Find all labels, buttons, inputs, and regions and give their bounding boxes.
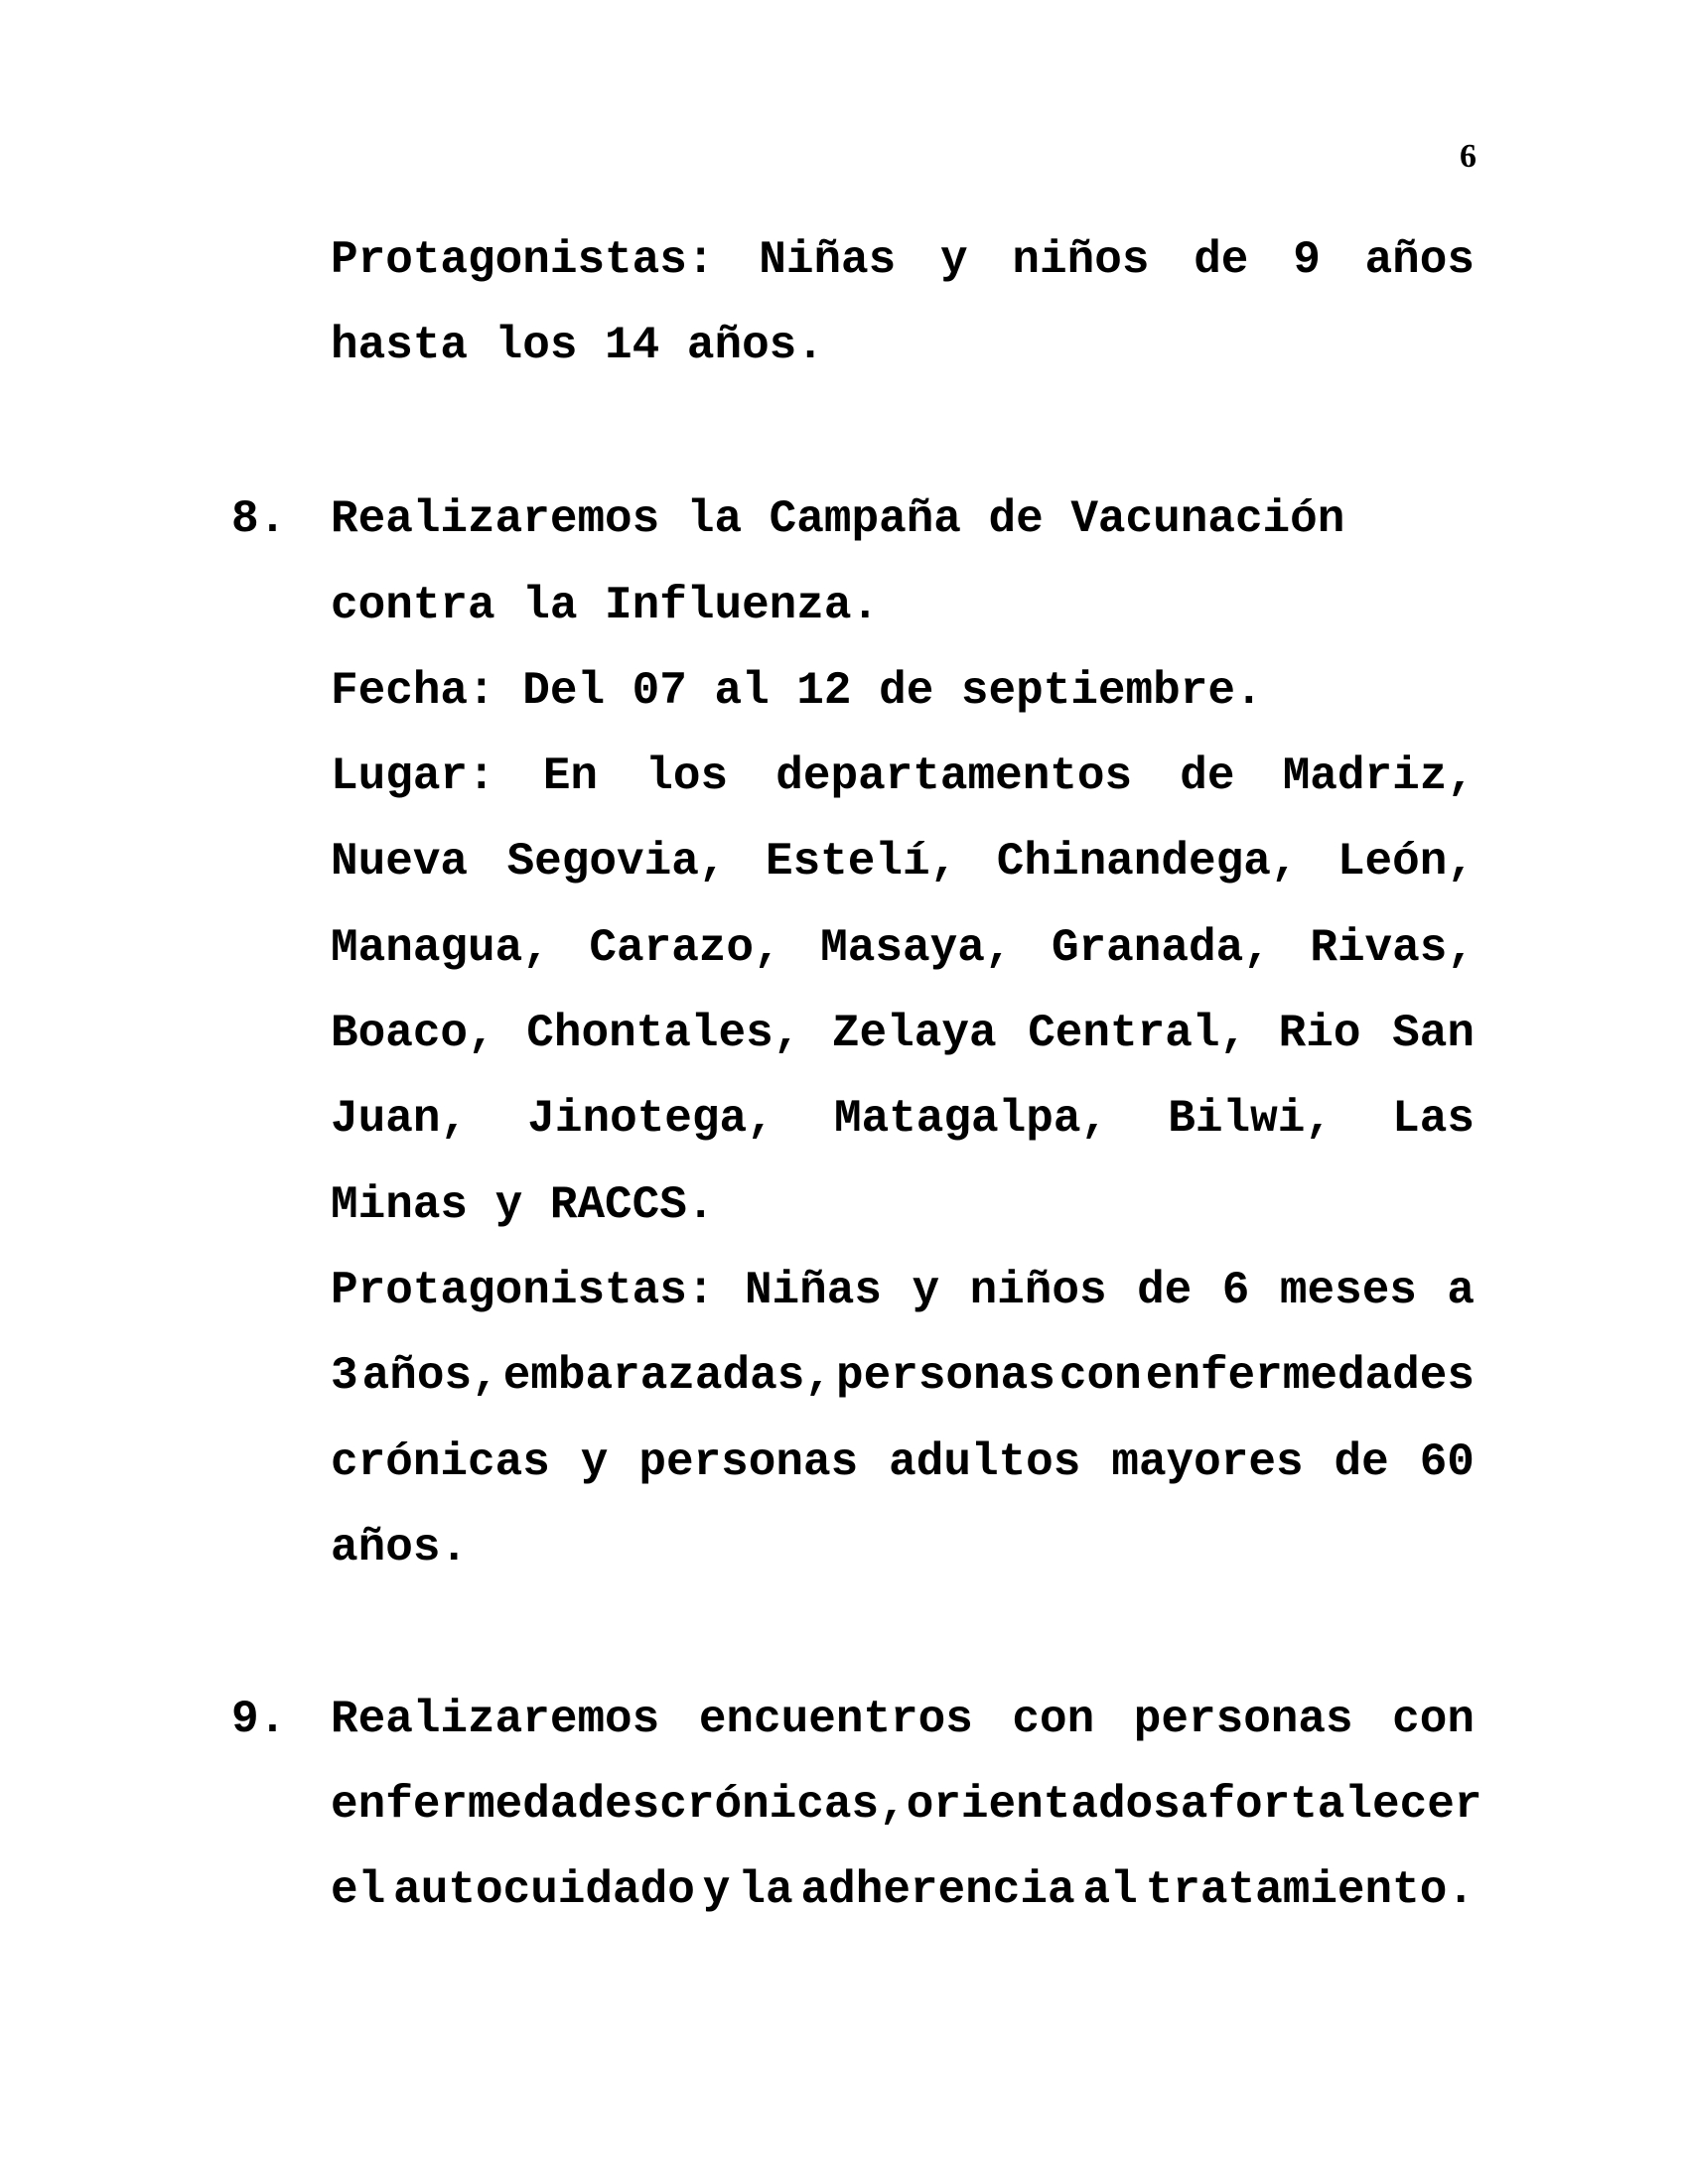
- word: fortalecer: [1207, 1779, 1482, 1831]
- item8-lugar-line-2: [331, 832, 1475, 891]
- word: Granada,: [1051, 922, 1271, 974]
- word: de: [1180, 751, 1235, 802]
- item9-number: 9.: [231, 1694, 287, 1745]
- word: Niñas: [744, 1265, 882, 1316]
- word: Niñas: [759, 234, 897, 286]
- item7-protagonistas-line-1: [331, 230, 1475, 290]
- word: Zelaya: [831, 1008, 997, 1059]
- word: tratamiento.: [1145, 1864, 1475, 1916]
- page-number: 6: [1460, 138, 1477, 175]
- word: Estelí,: [765, 836, 958, 887]
- word: orientados: [906, 1779, 1181, 1831]
- word: enfermedades: [1145, 1350, 1475, 1402]
- word: Rivas,: [1310, 922, 1475, 974]
- word: 3: [331, 1350, 358, 1402]
- item8-title-line-1: Realizaremos la Campaña de Vacunación: [331, 493, 1345, 545]
- word: Matagalpa,: [833, 1093, 1109, 1145]
- word: Masaya,: [820, 922, 1013, 974]
- word: embarazadas,: [502, 1350, 832, 1402]
- word: y: [702, 1864, 731, 1916]
- word: meses: [1279, 1265, 1417, 1316]
- item8-protagonistas-line-3: [331, 1433, 1475, 1492]
- item9-line-2: [331, 1775, 1482, 1835]
- word: Las: [1392, 1093, 1475, 1145]
- word: Protagonistas:: [331, 1265, 715, 1316]
- word: Segovia,: [506, 836, 727, 887]
- word: los: [645, 751, 729, 802]
- word: Chontales,: [526, 1008, 801, 1059]
- word: Juan,: [331, 1093, 469, 1145]
- word: de: [1137, 1265, 1193, 1316]
- word: personas: [638, 1436, 859, 1488]
- word: la: [738, 1864, 793, 1916]
- word: y: [940, 234, 968, 286]
- item8-fecha: Fecha: Del 07 al 12 de septiembre.: [331, 665, 1263, 717]
- word: En: [542, 751, 599, 802]
- word: Jinotega,: [527, 1093, 774, 1145]
- word: crónicas,: [659, 1779, 907, 1831]
- item7-protagonistas-line-2: hasta los 14 años.: [331, 320, 824, 371]
- word: con: [1392, 1694, 1475, 1745]
- word: Protagonistas:: [331, 234, 715, 286]
- word: Rio: [1278, 1008, 1361, 1059]
- word: adherencia: [800, 1864, 1075, 1916]
- word: adultos: [889, 1436, 1081, 1488]
- word: años,: [361, 1350, 499, 1402]
- word: con: [1012, 1694, 1095, 1745]
- word: enfermedades: [331, 1779, 660, 1831]
- word: Boaco,: [331, 1008, 495, 1059]
- word: Carazo,: [589, 922, 781, 974]
- word: crónicas: [331, 1436, 550, 1488]
- word: y: [912, 1265, 940, 1316]
- word: León,: [1336, 836, 1475, 887]
- word: personas: [836, 1350, 1055, 1402]
- word: 60: [1419, 1436, 1475, 1488]
- word: Bilwi,: [1168, 1093, 1333, 1145]
- item8-lugar-line-6: Minas y RACCS.: [331, 1179, 715, 1231]
- word: 6: [1221, 1265, 1250, 1316]
- word: el: [331, 1864, 386, 1916]
- word: a: [1447, 1265, 1475, 1316]
- word: con: [1058, 1350, 1142, 1402]
- word: autocuidado: [393, 1864, 695, 1916]
- item8-lugar-line-4: [331, 1004, 1475, 1063]
- word: mayores: [1111, 1436, 1304, 1488]
- item8-lugar-line-1: [331, 747, 1475, 806]
- item8-lugar-line-5: [331, 1089, 1475, 1149]
- word: personas: [1133, 1694, 1353, 1745]
- word: de: [1334, 1436, 1389, 1488]
- word: Madriz,: [1282, 751, 1475, 802]
- item9-line-1: [331, 1690, 1475, 1749]
- word: San: [1392, 1008, 1475, 1059]
- item8-protagonistas-line-4: años.: [331, 1522, 469, 1573]
- word: y: [580, 1436, 609, 1488]
- word: de: [1194, 234, 1249, 286]
- word: Lugar:: [331, 751, 495, 802]
- item8-title-line-2: contra la Influenza.: [331, 580, 880, 631]
- word: a: [1180, 1779, 1208, 1831]
- word: departamentos: [775, 751, 1133, 802]
- word: niños: [1012, 234, 1150, 286]
- item8-protagonistas-line-1: [331, 1261, 1475, 1320]
- word: encuentros: [698, 1694, 973, 1745]
- word: niños: [969, 1265, 1107, 1316]
- item8-protagonistas-line-2: [331, 1346, 1475, 1406]
- word: Managua,: [331, 922, 550, 974]
- item9-line-3: [331, 1860, 1475, 1920]
- item8-number: 8.: [231, 493, 287, 545]
- word: al: [1082, 1864, 1138, 1916]
- word: 9: [1293, 234, 1321, 286]
- item8-lugar-line-3: [331, 918, 1475, 978]
- word: Central,: [1028, 1008, 1248, 1059]
- word: Nueva: [331, 836, 469, 887]
- word: Chinandega,: [996, 836, 1299, 887]
- word: Realizaremos: [331, 1694, 660, 1745]
- word: años: [1364, 234, 1475, 286]
